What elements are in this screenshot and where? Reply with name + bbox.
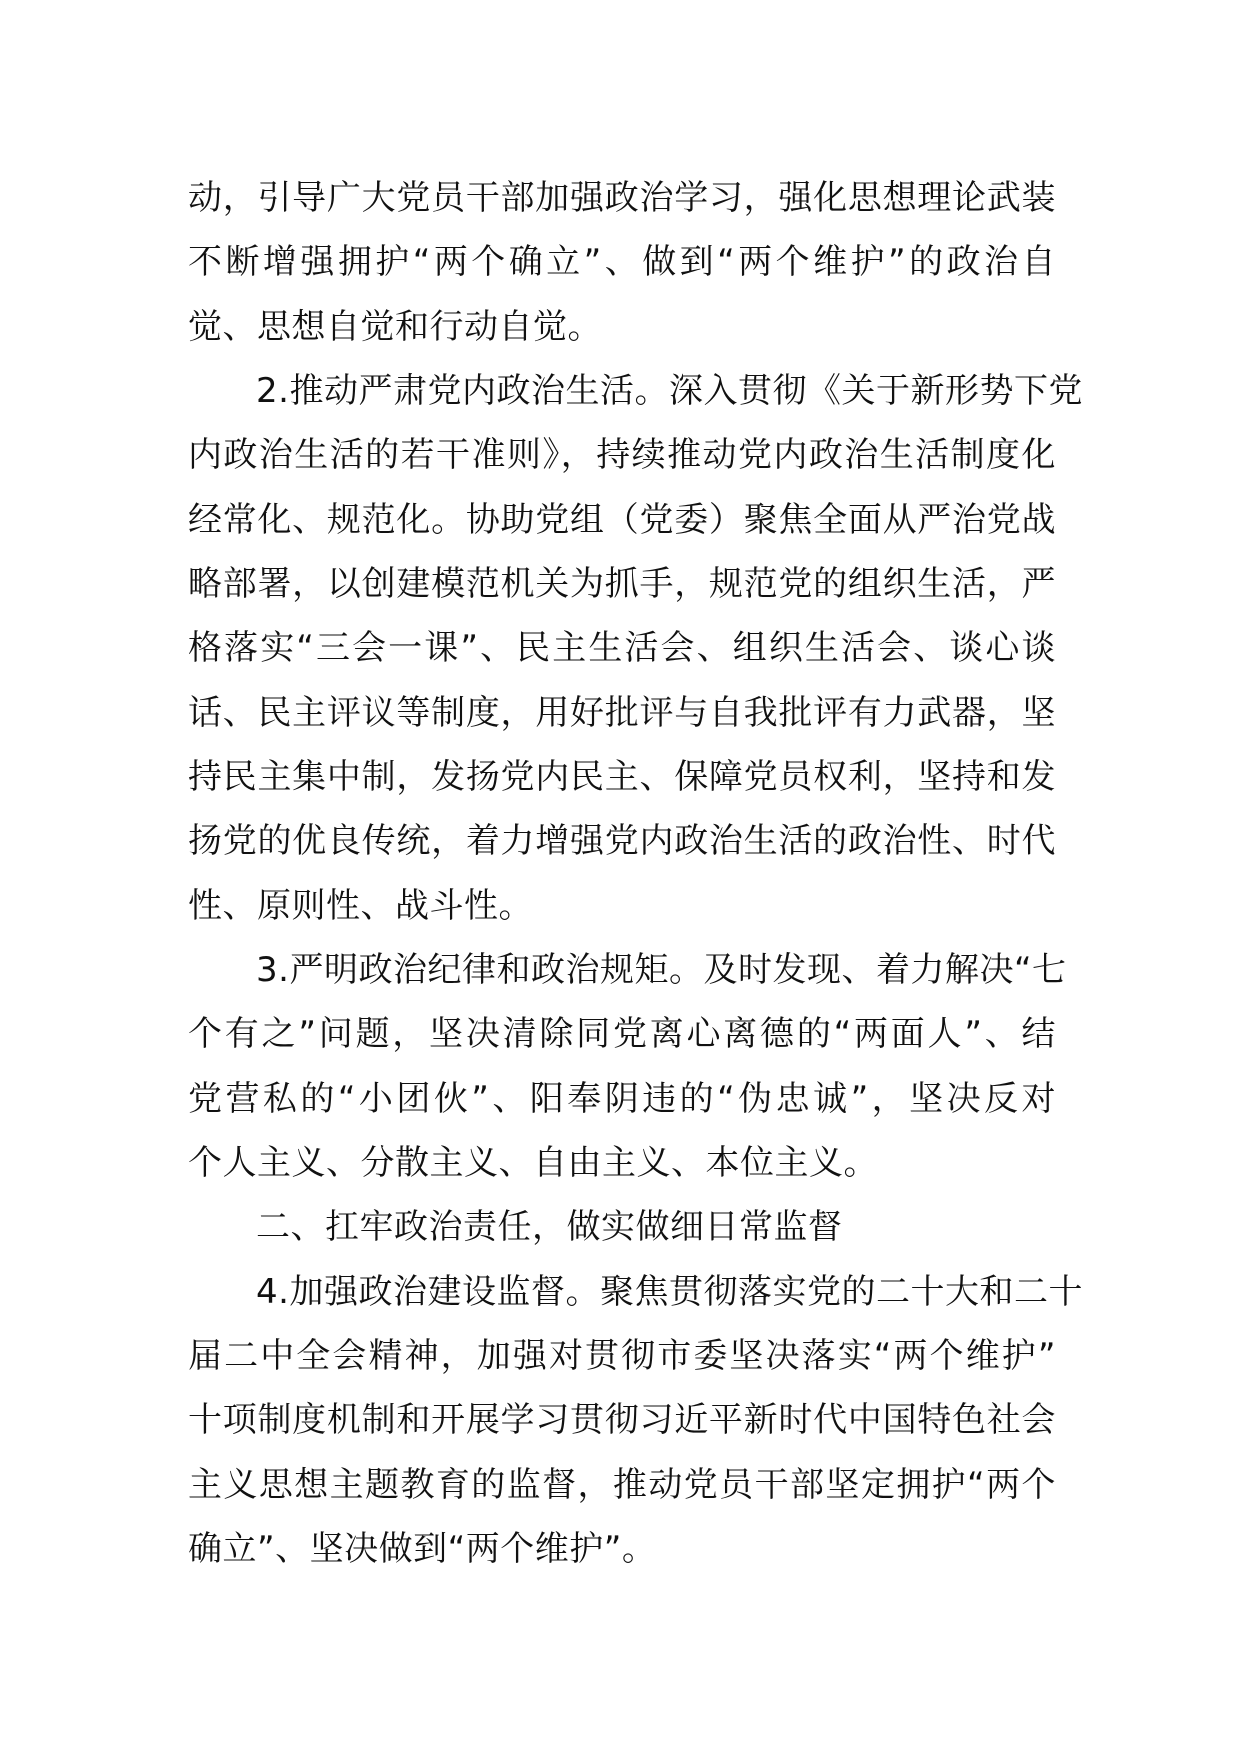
text-line: 党营私的“小团伙”、阳奉阴违的“伪忠诚”，坚决反对 xyxy=(188,1079,1056,1119)
text-line: 届二中全会精神，加强对贯彻市委坚决落实“两个维护” xyxy=(188,1336,1056,1376)
text-line: 格落实“三会一课”、民主生活会、组织生活会、谈心谈 xyxy=(188,628,1056,668)
text-line: 动，引导广大党员干部加强政治学习，强化思想理论武装 xyxy=(188,178,1056,218)
paragraph-start-line: 4.加强政治建设监督。聚焦贯彻落实党的二十大和二十 xyxy=(256,1272,1083,1312)
section-heading: 二、扛牢政治责任，做实做细日常监督 xyxy=(256,1207,843,1247)
paragraph-start-line: 2.推动严肃党内政治生活。深入贯彻《关于新形势下党 xyxy=(256,371,1083,411)
text-line: 觉、思想自觉和行动自觉。 xyxy=(188,307,602,347)
text-line: 性、原则性、战斗性。 xyxy=(188,886,533,926)
text-line: 十项制度机制和开展学习贯彻习近平新时代中国特色社会 xyxy=(188,1400,1056,1440)
text-line: 经常化、规范化。协助党组（党委）聚焦全面从严治党战 xyxy=(188,500,1056,540)
text-line: 持民主集中制，发扬党内民主、保障党员权利，坚持和发 xyxy=(188,757,1056,797)
text-line: 略部署，以创建模范机关为抓手，规范党的组织生活，严 xyxy=(188,564,1056,604)
text-line: 个有之”问题，坚决清除同党离心离德的“两面人”、结 xyxy=(188,1014,1056,1054)
text-line: 个人主义、分散主义、自由主义、本位主义。 xyxy=(188,1143,878,1183)
text-line: 话、民主评议等制度，用好批评与自我批评有力武器，坚 xyxy=(188,693,1056,733)
text-line: 不断增强拥护“两个确立”、做到“两个维护”的政治自 xyxy=(188,242,1056,282)
text-line: 扬党的优良传统，着力增强党内政治生活的政治性、时代 xyxy=(188,821,1056,861)
text-line: 主义思想主题教育的监督，推动党员干部坚定拥护“两个 xyxy=(188,1465,1056,1505)
text-line: 确立”、坚决做到“两个维护”。 xyxy=(188,1529,657,1569)
text-line: 内政治生活的若干准则》，持续推动党内政治生活制度化 xyxy=(188,435,1056,475)
paragraph-start-line: 3.严明政治纪律和政治规矩。及时发现、着力解决“七 xyxy=(256,950,1067,990)
